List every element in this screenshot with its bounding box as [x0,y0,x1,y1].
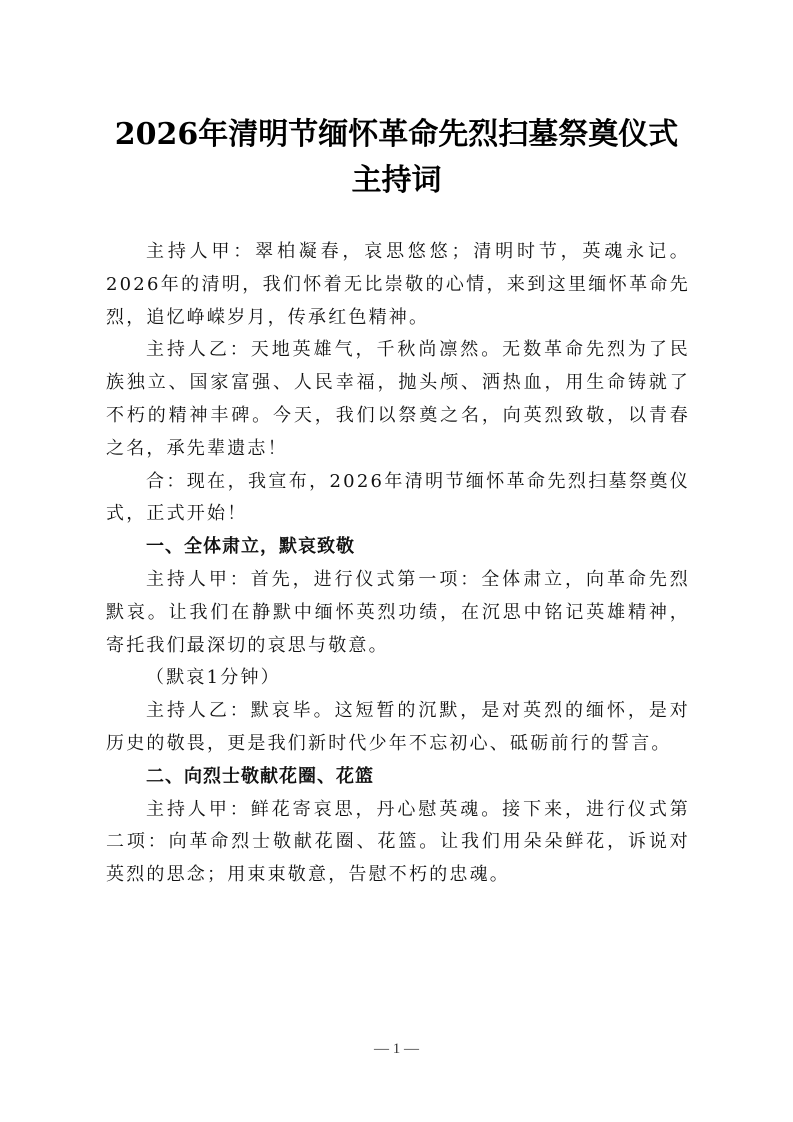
paragraph-host-a-opening: 主持人甲：翠柏凝春，哀思悠悠；清明时节，英魂永记。2026年的清明，我们怀着无比崇敬的心情，来到这里缅怀革命先烈，追忆峥嵘岁月，传承红色精神。 [106,241,690,328]
paragraph-joint-announcement: 合：现在，我宣布，2026年清明节缅怀革命先烈扫墓祭奠仪式，正式开始！ [106,470,690,525]
section-heading-1: 一、全体肃立，默哀致敬 [146,536,355,558]
title-line-1: 2026年清明节缅怀革命先烈扫墓祭奠仪式 [114,117,679,152]
paragraph-host-b-opening: 主持人乙：天地英雄气，千秋尚凛然。无数革命先烈为了民族独立、国家富强、人民幸福，抛头颅、洒热血，用生命铸就了不朽的精神丰碑。今天，我们以祭奠之名，向英烈致敬，以青春之名，承先辈遗志！ [106,339,690,459]
title-line-2: 主持词 [351,163,442,198]
document-title [80,112,713,204]
paragraph-host-b-silence-end: 主持人乙：默哀毕。这短暂的沉默，是对英烈的缅怀，是对历史的敬畏，更是我们新时代少年不忘初心、砥砺前行的誓言。 [106,700,690,754]
section-heading-2: 二、向烈士敬献花圈、花篮 [146,765,374,787]
stage-note-silence: （默哀1分钟） [146,667,281,689]
page-number: — 1 — [374,1041,419,1057]
document-body [106,236,690,892]
paragraph-host-a-silence: 主持人甲：首先，进行仪式第一项：全体肃立，向革命先烈默哀。让我们在静默中缅怀英烈功绩，在沉思中铭记英雄精神，寄托我们最深切的哀思与敬意。 [106,568,690,656]
paragraph-host-a-wreath: 主持人甲：鲜花寄哀思，丹心慰英魂。接下来，进行仪式第二项：向革命烈士敬献花圈、花篮。让我们用朵朵鲜花，诉说对英烈的思念；用束束敬意，告慰不朽的忠魂。 [106,798,690,886]
